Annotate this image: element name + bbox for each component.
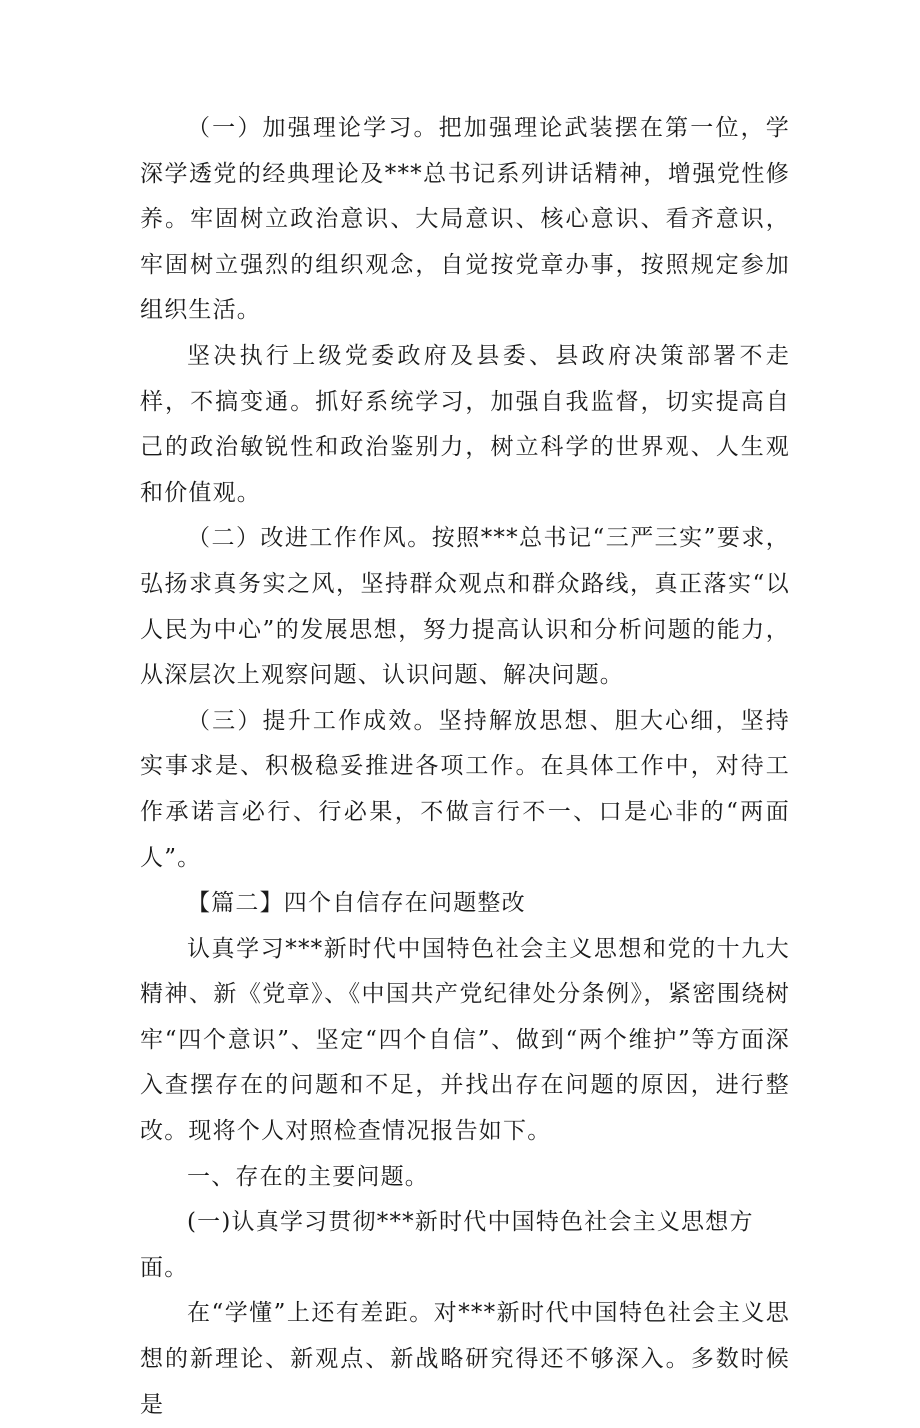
paragraph-strengthen-theory: （一）加强理论学习。把加强理论武装摆在第一位，学深学透党的经典理论及***总书记系列讲话精神，增强党性修养。牢固树立政治意识、大局意识、核心意识、看齐意识，牢固树立强烈的组织观念，自觉按党章办事，按照规定参加组织生活。 <box>140 115 790 324</box>
paragraph-execute-decisions: 坚决执行上级党委政府及县委、县政府决策部署不走样，不搞变通。抓好系统学习，加强自我监督，切实提高自己的政治敏锐性和政治鉴别力，树立科学的世界观、人生观和价值观。 <box>140 342 790 506</box>
paragraph-improve-results: （三）提升工作成效。坚持解放思想、胆大心细，坚持实事求是、积极稳妥推进各项工作。在具体工作中，对待工作承诺言必行、行必果，不做言行不一、口是心非的“两面人”。 <box>140 707 790 871</box>
heading-main-problems: 一、存在的主要问题。 <box>187 1163 429 1190</box>
paragraph-understanding-gap: 在“学懂”上还有差距。对***新时代中国特色社会主义思想的新理论、新观点、新战略研究得还不够深入。多数时候是 <box>140 1300 790 1418</box>
paragraph-intro: 认真学习***新时代中国特色社会主义思想和党的十九大精神、新《党章》、《中国共产党纪律处分条例》，紧密围绕树牢“四个意识”、坚定“四个自信”、做到“两个维护”等方面深入查摆存在的问题和不足，并找出存在问题的原因，进行整改。现将个人对照检查情况报告如下。 <box>140 935 790 1145</box>
heading-study-thought: (一)认真学习贯彻***新时代中国特色社会主义思想方面。 <box>140 1209 754 1281</box>
document-body <box>140 106 790 1428</box>
paragraph-improve-style: （二）改进工作作风。按照***总书记“三严三实”要求，弘扬求真务实之风，坚持群众观点和群众路线，真正落实“以人民为中心”的发展思想，努力提高认识和分析问题的能力，从深层次上观察问题、认识问题、解决问题。 <box>140 525 790 689</box>
section-title: 【篇二】四个自信存在问题整改 <box>187 890 526 917</box>
